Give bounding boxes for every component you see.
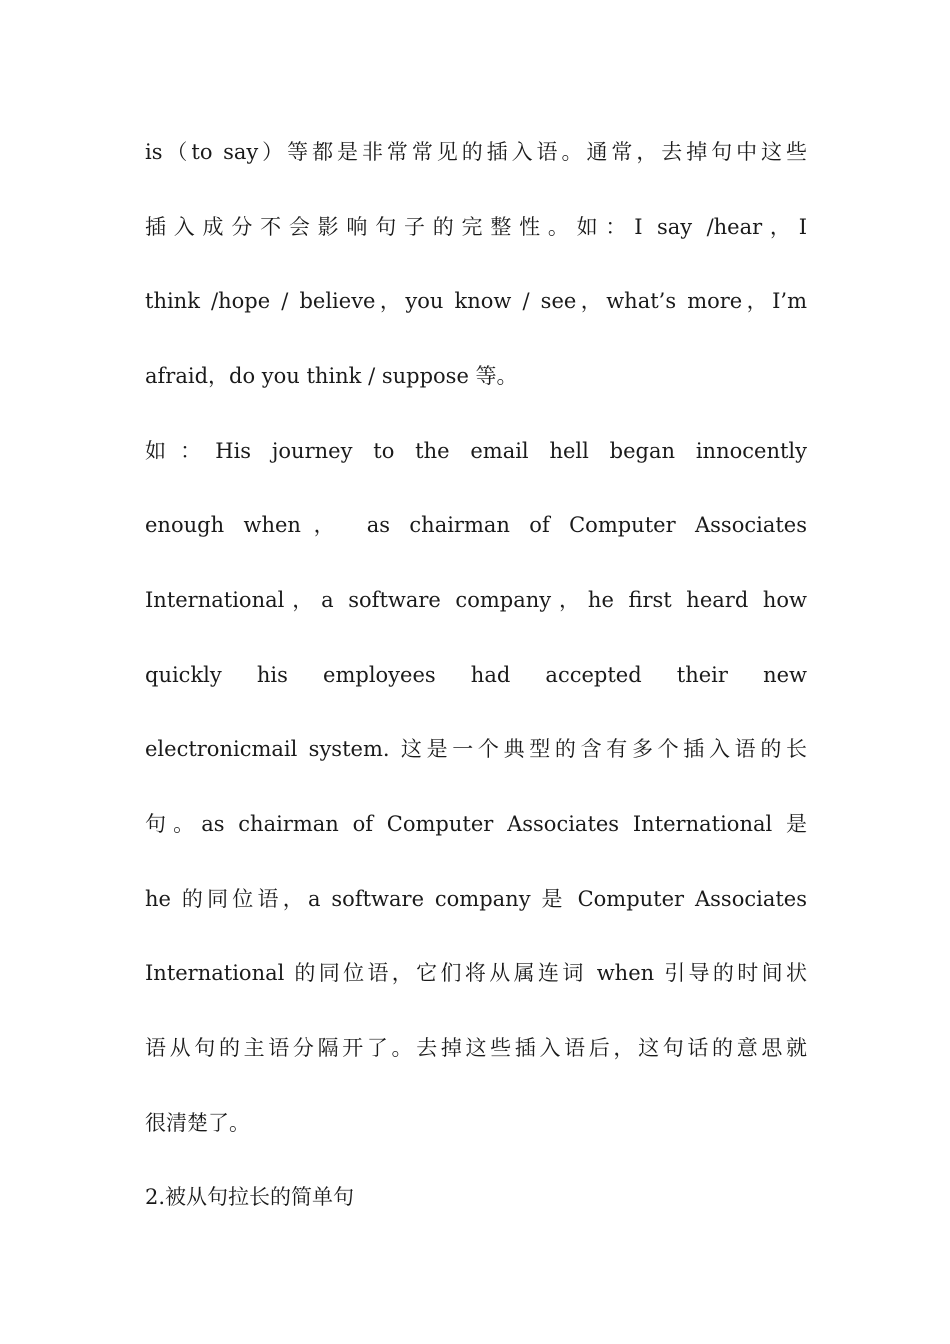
text-line-5: 如：His journey to the email hell began innocently [145,439,807,463]
text-line-4: afraid，do you think / suppose 等。 [145,364,518,388]
text-line-2: 插入成分不会影响句子的完整性。如：I say /hear，I [145,215,807,239]
text-line-3: think /hope / believe，you know / see，what’s more，I’m [145,289,807,313]
text-line-7: International，a software company，he first heard how [145,588,807,612]
text-line-6: enough when， as chairman of Computer Associates [145,513,807,537]
text-line-14: 很清楚了。 [145,1111,250,1135]
section-heading: 2.被从句拉长的简单句 [145,1185,355,1209]
text-line-11: he 的同位语，a software company 是 Computer Associates [145,887,807,911]
text-line-8: quickly his employees had accepted their new [145,663,807,687]
text-line-1: is（to say）等都是非常常见的插入语。通常，去掉句中这些 [145,140,807,164]
text-line-10: 句。as chairman of Computer Associates International 是 [145,812,807,836]
text-line-12: International 的同位语，它们将从属连词 when 引导的时间状 [145,961,807,985]
text-line-9: electronicmail system. 这是一个典型的含有多个插入语的长 [145,737,807,761]
text-line-13: 语从句的主语分隔开了。去掉这些插入语后，这句话的意思就 [145,1036,807,1060]
